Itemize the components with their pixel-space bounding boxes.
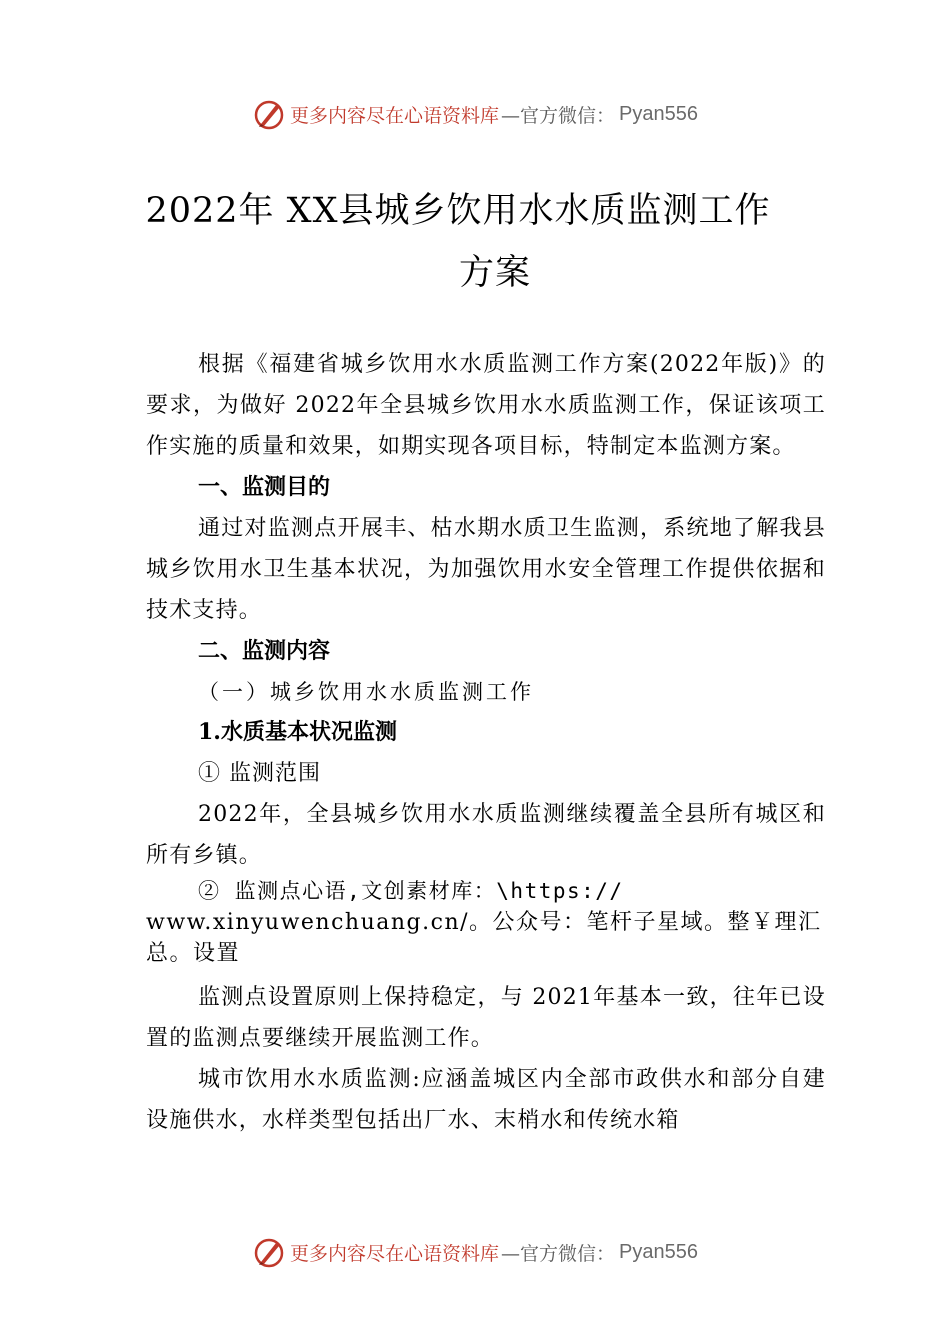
banner-wechat-label: —官方微信： (501, 1242, 616, 1265)
document-title-line2: 方案 (458, 253, 531, 293)
city-water-paragraph: 城市饮用水水质监测:应涵盖城区内全部市政供水和部分自建设施供水，水样类型包括出厂水、末梢水和传统水箱 (146, 1067, 826, 1133)
banner-site-name: 更多内容尽在心语资料库 (290, 1242, 500, 1265)
subsubsection-heading: 1.水质基本状况监测 (198, 719, 397, 745)
banner-site-name: 更多内容尽在心语资料库 (290, 104, 500, 127)
subsection-heading: （一）城乡饮用水水质监测工作 (198, 680, 534, 704)
banner-wechat-label: —官方微信： (501, 104, 616, 127)
banner-wechat-id: Pyan556 (619, 102, 698, 125)
item-scope: ① 监测范围 (198, 761, 321, 786)
item-monitoring-points: ② 监测点心语,文创素材库：\https:// (198, 879, 624, 903)
section-heading-content: 二、监测内容 (198, 639, 331, 664)
points-paragraph: 监测点设置原则上保持稳定，与 2021年基本一致，往年已设置的监测点要继续开展监测工作。 (146, 985, 826, 1051)
document-body (146, 344, 826, 1141)
pen-logo-icon (252, 97, 286, 131)
purpose-paragraph: 通过对监测点开展丰、枯水期水质卫生监测，系统地了解我县城乡饮用水卫生基本状况，为加强饮用水安全管理工作提供依据和技术支持。 (146, 516, 826, 623)
document-title: 2022年 XX县城乡饮用水水质监测工作 (145, 191, 771, 231)
banner-wechat-id: Pyan556 (619, 1240, 698, 1263)
item-monitoring-points-cont: www.xinyuwenchuang.cn/。公众号：笔杆子星域。整￥理汇总。设置 (146, 910, 822, 966)
intro-paragraph: 根据《福建省城乡饮用水水质监测工作方案(2022年版)》的要求，为做好 2022年全县城乡饮用水水质监测工作，保证该项工作实施的质量和效果，如期实现各项目标，特制定本监测方案。 (146, 352, 826, 459)
scope-paragraph: 2022年，全县城乡饮用水水质监测继续覆盖全县所有城区和所有乡镇。 (146, 802, 826, 868)
header-banner[interactable] (0, 94, 950, 134)
footer-banner[interactable] (0, 1232, 950, 1272)
section-heading-purpose: 一、监测目的 (198, 475, 331, 500)
pen-logo-icon (252, 1235, 286, 1269)
